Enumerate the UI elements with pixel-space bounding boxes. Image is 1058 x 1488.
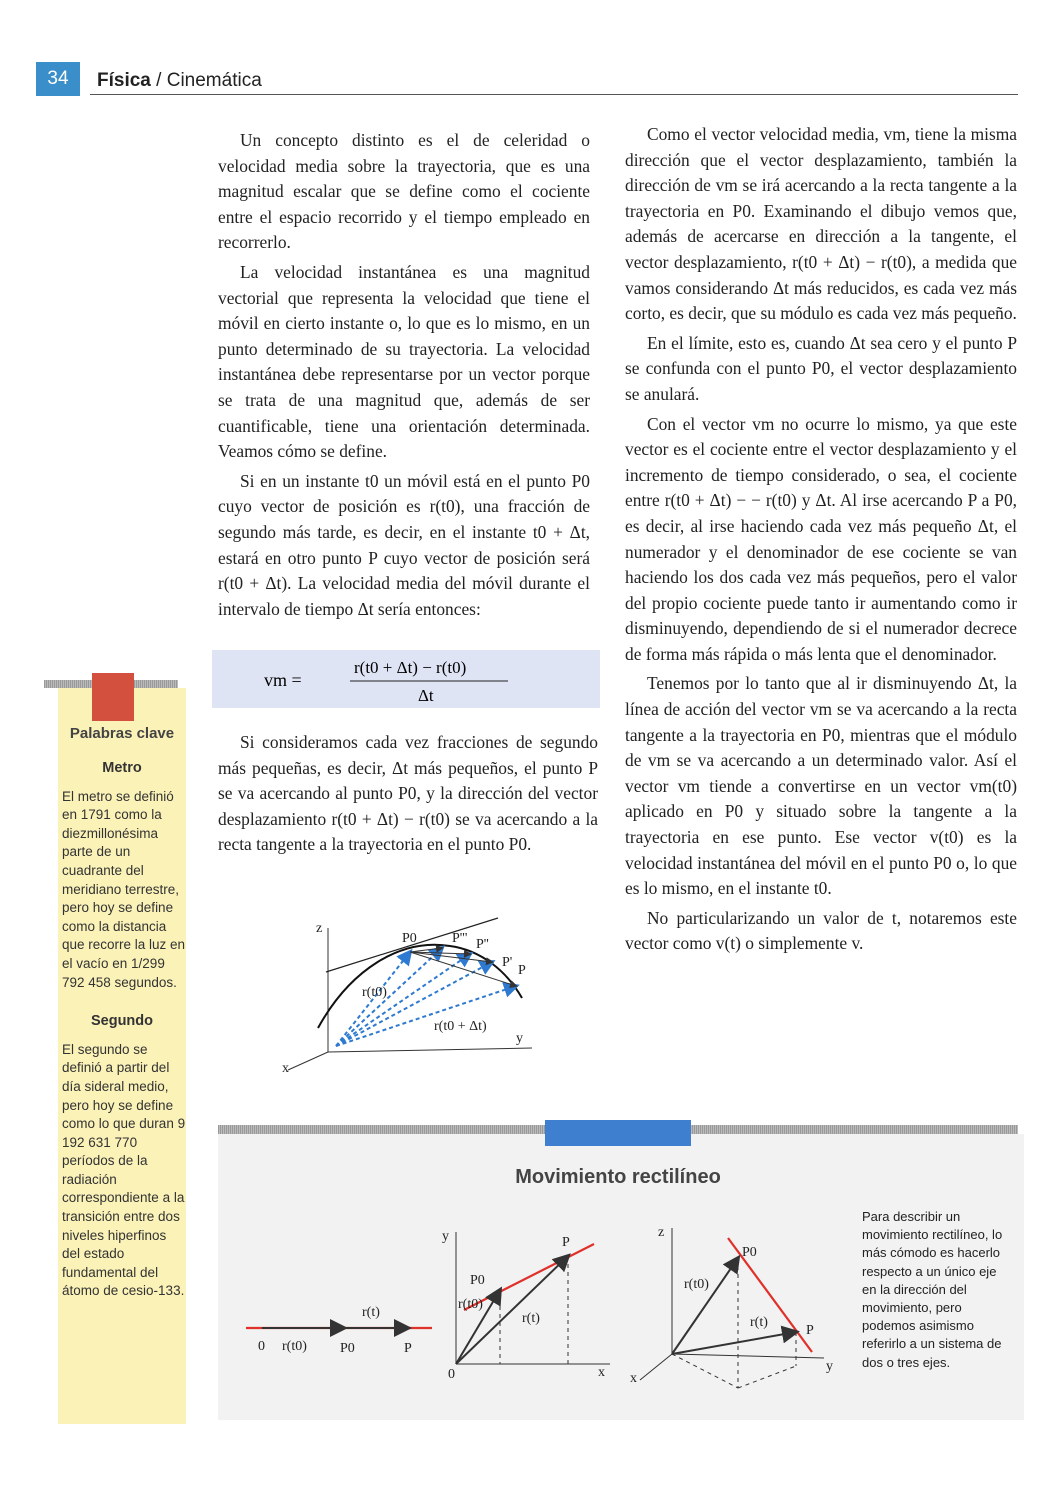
vector-label-r-t0: r(t0) xyxy=(282,1339,307,1354)
page-number: 34 xyxy=(36,62,80,96)
trajectory-diagram xyxy=(270,910,550,1080)
vector-r-t xyxy=(672,1332,796,1354)
keywords-sidebar xyxy=(58,688,186,1424)
trajectory-curve xyxy=(318,945,522,1028)
header-subject: Física xyxy=(97,70,151,91)
average-velocity-formula xyxy=(212,650,600,708)
axis-label-z: z xyxy=(316,921,323,936)
point-label-p0: P0 xyxy=(742,1245,757,1260)
axis-label-y: y xyxy=(442,1229,449,1244)
left-column xyxy=(218,128,590,622)
vector-label-r-t: r(t) xyxy=(522,1311,540,1326)
point-label-p0: P0 xyxy=(402,931,417,946)
vector-label-r-t0: r(t0) xyxy=(362,985,387,1000)
paragraph: Si consideramos cada vez fracciones de segundo más pequeñas, es decir, Δt más pequeños, el punto P se va acercando al punto P0, y la dirección del vector desplazamiento r(t0 + Δt) − r(t0) se va acercando a la recta tangente a la trayectoria en el punto P0. xyxy=(218,732,598,855)
header-section: Cinemática xyxy=(166,70,262,91)
paragraph: Con el vector vm no ocurre lo mismo, ya que este vector es el cociente entre el vector desplazamiento y el incremento de tiempo considerado, o sea, el cociente entre r(t0 + Δt) − − r(t0) y Δt. Al irse acercando P a P0, es decir, al irse haciendo cada vez más pequeño Δt, el numerador y el denominador de ese cociente se van haciendo los dos cada vez más pequeños, pero el valor del propio cociente puede tanto ir aumentando como ir disminuyendo, dependiendo de si el numerador decrece de forma más rápida o más lenta que el denominador. xyxy=(625,413,1017,664)
sidebar-term-metro: Metro xyxy=(102,760,142,776)
sidebar-heading: Palabras clave xyxy=(69,725,175,742)
point-label-p0: P0 xyxy=(470,1273,485,1288)
axis-label-x: x xyxy=(282,1061,289,1076)
displacement-vector xyxy=(410,948,442,952)
projection-line xyxy=(672,1354,738,1388)
axis-label-x: x xyxy=(630,1371,637,1386)
position-vector xyxy=(336,948,442,1046)
point-label-p2: P'' xyxy=(476,937,489,952)
axis-label-x: x xyxy=(598,1365,605,1380)
vector-label-r-t0: r(t0) xyxy=(684,1277,709,1292)
sidebar-definition-segundo: El segundo se definió a partir del día sideral medio, pero hoy se define como lo que duran 9 192 631 770 períodos de la radiación correspondiente a la transición entre dos niveles hiperfinos del estado fundamental del átomo de cesio-133. xyxy=(62,1041,186,1299)
motion-line xyxy=(728,1238,812,1352)
point-label-p: P xyxy=(518,963,526,978)
paragraph: La velocidad instantánea es una magnitud vectorial que representa la velocidad que tiene el móvil en cierto instante o, lo que es lo mismo, en un punto determinado de su trayectoria. La velocidad instantánea debe representarse por un vector porque se trata de una magnitud que, además de ser cuantificable, tiene una orientación determinada. Veamos cómo se define. xyxy=(218,261,590,462)
x-axis xyxy=(640,1354,672,1380)
origin-label: 0 xyxy=(258,1339,265,1354)
header-rule xyxy=(90,94,1018,95)
vector-r-t0 xyxy=(672,1258,738,1354)
y-axis xyxy=(328,1048,532,1052)
axis-label-y: y xyxy=(516,1031,523,1046)
figure-two-axes xyxy=(440,1222,620,1382)
formula-numerator: r(t0 + Δt) − r(t0) xyxy=(354,658,467,677)
vector-label-r-t0: r(t0) xyxy=(458,1297,483,1312)
point-label-p1: P' xyxy=(502,955,513,970)
axis-label-y: y xyxy=(826,1359,833,1374)
paragraph: Tenemos por lo tanto que al ir disminuyendo Δt, la línea de acción del vector vm se va acercando a la recta tangente a la trayectoria en P0, mientras que el módulo de vm se va acercando a un determinado valor. Así el vector vm tiende a convertirse en un vector vm(t0) aplicado en P0 y situado sobre la tangente a la trayectoria en ese punto. Ese vector v(t0) es la velocidad instantánea del móvil en el punto P0 o, lo que es lo mismo, en el instante t0. xyxy=(625,673,1017,899)
y-axis xyxy=(672,1354,824,1358)
axis-label-z: z xyxy=(658,1225,665,1240)
point-label-p: P xyxy=(404,1341,412,1356)
panel-tab xyxy=(545,1120,691,1146)
point-label-p0: P0 xyxy=(340,1341,355,1356)
sidebar-term-segundo: Segundo xyxy=(90,1013,154,1030)
x-axis xyxy=(288,1052,328,1070)
origin-label: 0 xyxy=(448,1367,455,1382)
projection-line xyxy=(738,1366,796,1388)
figure-three-axes xyxy=(628,1218,848,1390)
sidebar-marker xyxy=(92,673,134,721)
point-label-p3: P''' xyxy=(452,931,468,946)
left-column-continued xyxy=(218,730,598,858)
vector-label-r-t0-dt: r(t0 + Δt) xyxy=(434,1019,487,1034)
paragraph: Si en un instante t0 un móvil está en el punto P0 cuyo vector de posición es r(t0), una fracción de segundo más tarde, es decir, en el instante t0 + Δt, estará en otro punto P cuyo vector de posición será r(t0 + Δt). La velocidad media del móvil durante el intervalo de tiempo Δt sería entonces: xyxy=(218,470,590,619)
running-header xyxy=(97,70,262,92)
figure-one-axis xyxy=(240,1290,440,1370)
paragraph: Un concepto distinto es el de celeridad o velocidad media sobre la trayectoria, que es una magnitud escalar que se define como el cociente entre el espacio recorrido y el tiempo empleado en recorrerlo. xyxy=(218,130,590,253)
panel-caption: Para describir un movimiento rectilíneo, lo más cómodo es hacerlo respecto a un único eje en la dirección del movimiento, pero podemos asimismo referirlo a un sistema de dos o tres ejes. xyxy=(862,1209,1003,1370)
point-label-p: P xyxy=(806,1323,814,1338)
header-separator: / xyxy=(150,70,167,91)
paragraph: No particularizando un valor de t, notaremos este vector como v(t) o simplemente v. xyxy=(625,907,1017,954)
vector-label-r-t: r(t) xyxy=(750,1315,768,1330)
formula-denominator: Δt xyxy=(418,686,434,705)
vector-label-r-t: r(t) xyxy=(362,1305,380,1320)
point-label-p: P xyxy=(562,1235,570,1250)
right-column xyxy=(625,122,1017,957)
panel-title: Movimiento rectilíneo xyxy=(515,1166,721,1188)
paragraph: Como el vector velocidad media, vm, tiene la misma dirección que el vector desplazamiento, también la dirección de vm se irá acercando a la recta tangente a la trayectoria en P0. Examinando el dibujo vemos que, además de acercarse en dirección a la tangente, el vector desplazamiento, r(t0 + Δt) − r(t0), a medida que vamos considerando Δt más reducidos, es cada vez más corto, es decir, que su módulo es cada vez más pequeño. xyxy=(625,124,1017,324)
formula-lhs: vm = xyxy=(264,670,302,690)
paragraph: En el límite, esto es, cuando Δt sea cero y el punto P se confunda con el punto P0, el vector desplazamiento se anulará. xyxy=(625,332,1017,404)
sidebar-definition-metro: El metro se definió en 1791 como la diezmillonésima parte de un cuadrante del meridiano terrestre, pero hoy se define como la distancia que recorre la luz en el vacío en 1/299 792 458 segundos. xyxy=(62,788,186,990)
